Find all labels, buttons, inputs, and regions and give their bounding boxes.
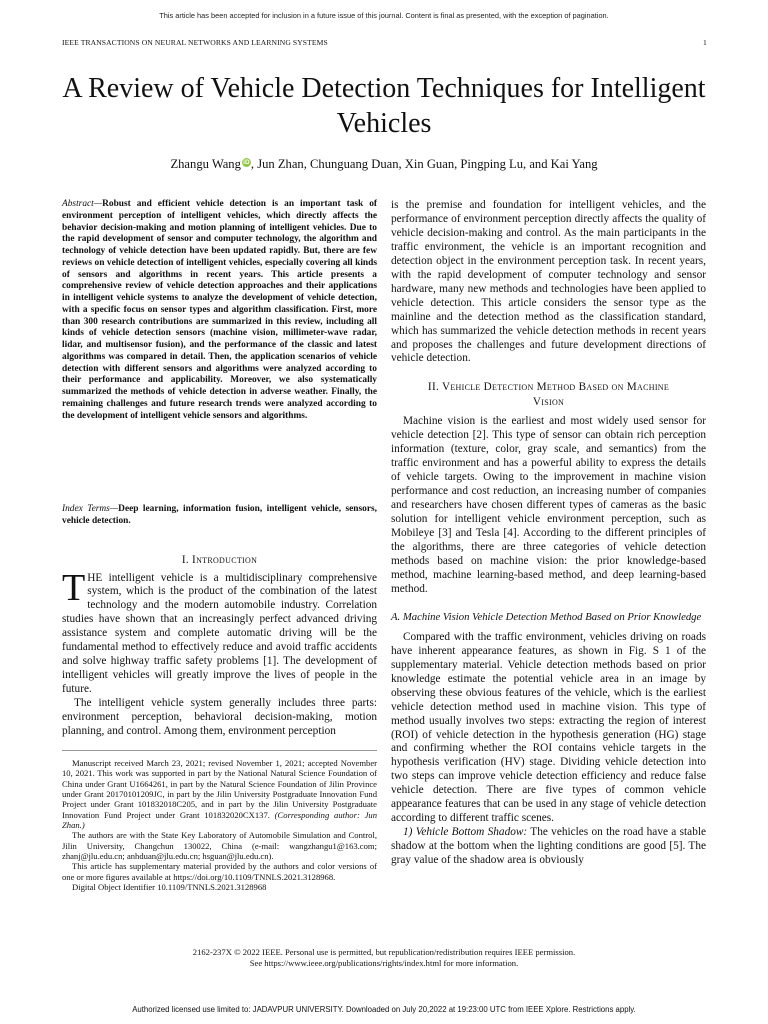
page-number: 1 (703, 38, 707, 47)
subsection-a-paragraph: Compared with the traffic environment, vehicles driving on roads have inherent appearance features, as shown in Fig. S 1 of the supplementary material. Vehicle detection methods based on prior knowledge estimate the potential vehicle area in an image by observing these obvious features of the vehicle, which is the earliest vehicle detection method used in machine vision. This type of method usually involves two steps: extracting the region of interest (ROI) of vehicle detection in the hypothesis generation (HG) stage and confirming whether the ROI contains vehicle targets in the hypothesis verification (HV) stage. Dividing vehicle detection into two steps can improve vehicle detection efficiency and reduce false vehicle detection. There are five types of common vehicle appearance features that can be used in any stage of vehicle detection according to different traffic scenes. (391, 630, 706, 825)
acceptance-banner: This article has been accepted for inclusion in a future issue of this journal. Content is final as presented, with the exception of pagination. (159, 11, 609, 20)
section-2-heading: II. Vehicle Detection Method Based on Machine Vision (427, 381, 670, 408)
index-terms: Index Terms—Deep learning, information fusion, intelligent vehicle, sensors, vehicle detection. (62, 504, 377, 526)
index-terms-lead: Index Terms (62, 504, 110, 514)
footnote-manuscript: Manuscript received March 23, 2021; revised November 1, 2021; accepted November 10, 2021. This work was supported in part by the National Natural Science Foundation of China under Grant U1664261, in part by the Natural Science Foundation of Jilin Province under Grant 20170101209JC, in part by the Jilin University Postgraduate Innovation Fund Project under Grant 101832018C205, and in part by the Jilin University Postgraduate Innovation Fund Project under Grant 101832020CX137. (Corresponding author: Jun Zhan.) (62, 758, 377, 831)
other-authors: , Jun Zhan, Chunguang Duan, Xin Guan, Pingping Lu, and Kai Yang (250, 157, 598, 171)
footnotes (62, 758, 377, 892)
right-column (391, 199, 706, 868)
abstract-text: Robust and efficient vehicle detection is an important task of environment perception of intelligent vehicles, which directly affects the behavior decision-making and motion planning of intelligent vehicles. Due to the rapid development of sensor and computer technology, the algorithm and technology of vehicle detection have been updated rapidly. But, there are few reviews on vehicle detection of intelligent vehicles, especially covering all kinds of sensors and algorithms in recent years. This article presents a comprehensive review of vehicle detection approaches and their applications in intelligent vehicle systems to analyze the development of vehicle detection, with a specific focus on sensor types and algorithm classification. First, more than 300 research contributions are summarized in this review, including all kinds of vehicle detection sensors (machine vision, millimeter-wave radar, lidar, and multisensor fusion), and the performance of the classic and latest algorithms was compared in detail. Then, the application scenarios of vehicle detection with different sensors and algorithms were analyzed according to their performance and applicability. Moreover, we also systematically summarized the methods of vehicle detection in adverse weather. Finally, the remaining challenges and future research trends were analyzed according to the development of intelligent vehicle sensors and algorithms. (62, 199, 377, 421)
license-footer: Authorized licensed use limited to: JADAVPUR UNIVERSITY. Downloaded on July 20,2022 at 19:23:00 UTC from IEEE Xplore. Restrictions apply. (132, 1005, 636, 1014)
abstract-lead: Abstract (62, 199, 94, 209)
abstract: Abstract—Robust and efficient vehicle detection is an important task of environment perception of intelligent vehicles, which directly affects the behavior decision-making and motion planning of intelligent vehicles. Due to the rapid development of sensor and computer technology, the algorithm and technology of vehicle detection have been updated rapidly. But, there are few reviews on vehicle detection of intelligent vehicles, especially covering all kinds of sensors and algorithms in recent years. This article presents a comprehensive review of vehicle detection approaches and their applications in intelligent vehicle systems to analyze the development of vehicle detection, with a specific focus on sensor types and algorithm classification. First, more than 300 research contributions are summarized in this review, including all kinds of vehicle detection sensors (machine vision, millimeter-wave radar, lidar, and multisensor fusion), and the performance of the classic and latest algorithms was compared in detail. Then, the application scenarios of vehicle detection with different sensors and algorithms were analyzed according to their performance and applicability. Moreover, we also systematically summarized the methods of vehicle detection in adverse weather. Finally, the remaining challenges and future research trends were analyzed according to the development of intelligent vehicle sensors and algorithms. (62, 199, 377, 421)
section-2-paragraph: Machine vision is the earliest and most widely used sensor for vehicle detection [2]. This type of sensor can obtain rich perception information (texture, color, gray scale, and semantics) from the traffic environment and has a powerful ability to express the details of vehicle targets. Owing to the improvement in machine vision performance and cost reduction, an increasing number of companies and researchers have chosen different types of cameras as the basic solution for intelligent vehicle environment perception, such as Mobileye [3] and Tesla [4]. According to the different principles of the algorithms, there are three categories of vehicle detection methods based on machine vision: the prior knowledge-based method, machine learning-based method, and deep learning-based method. (391, 415, 706, 595)
footnote-divider (62, 750, 377, 751)
paper-title: A Review of Vehicle Detection Techniques for Intelligent Vehicles (62, 73, 706, 139)
section-introduction (62, 553, 377, 739)
drop-cap: T (62, 566, 86, 609)
footnote-doi: Digital Object Identifier 10.1109/TNNLS.2021.3128968 (72, 882, 267, 893)
subsection-a-heading: A. Machine Vision Vehicle Detection Method Based on Prior Knowledge (391, 610, 702, 623)
index-terms-text: Deep learning, information fusion, intelligent vehicle, sensors, vehicle detection. (62, 504, 377, 526)
intro-paragraph-2: The intelligent vehicle system generally includes three parts: environment perception, behavioral decision-making, motion planning, and control. Among them, environment perception (62, 697, 377, 737)
orcid-icon[interactable]: iD (243, 159, 250, 166)
intro-paragraph-1: THE intelligent vehicle is a multidisciplinary comprehensive system, which is the product of the combination of the latest technology and the modern automobile industry. Correlation studies have shown that an increasingly perfect advanced driving assistance system and complete automatic driving will be the fundamental method to effectively reduce and avoid traffic accidents and solve highway traffic safety problems [1]. The development of intelligent vehicles will greatly improve the lives of people in the future. (62, 566, 377, 696)
footnote-affiliation: The authors are with the State Key Laboratory of Automobile Simulation and Control, Jilin University, Changchun 130022, China (e-mail: wangzhangu1@163.com; zhanj@jlu.edu.cn; anhduan@jlu.edu.cn; hsguan@jlu.edu.cn). (62, 830, 377, 862)
intro-heading: I. Introduction (181, 554, 258, 566)
first-author: Zhangu Wang (170, 157, 241, 171)
copyright-notice: 2162-237X © 2022 IEEE. Personal use is permitted, but republication/redistribution requires IEEE permission. See https://www.ieee.org/publications/rights/index.html for more information. (192, 947, 576, 968)
shadow-paragraph: 1) Vehicle Bottom Shadow: The vehicles on the road have a stable shadow at the bottom when the lighting conditions are good [5]. The gray value of the shadow area is obviously (391, 826, 706, 867)
intro-continuation: is the premise and foundation for intelligent vehicles, and the performance of environment perception directly affects the quality of vehicle decision-making and control. As the main participants in the traffic environment, the vehicle is an important recognition and detection object in the environment perception task. In recent years, with the rapid development of computer technology and sensor hardware, many new methods and technologies have been applied to vehicle detection. This article considers the sensor type as the mainline and the detection method as the classification standard, which has summarized the vehicle detection methods in recent years and proposes the challenges and future development directions of vehicle detection. (391, 199, 706, 365)
footnote-supplementary: This article has supplementary material provided by the authors and color versions of one or more figures available at https://doi.org/10.1109/TNNLS.2021.3128968. (62, 861, 377, 882)
journal-name: IEEE TRANSACTIONS ON NEURAL NETWORKS AND LEARNING SYSTEMS (62, 38, 328, 47)
author-list (40, 157, 728, 172)
